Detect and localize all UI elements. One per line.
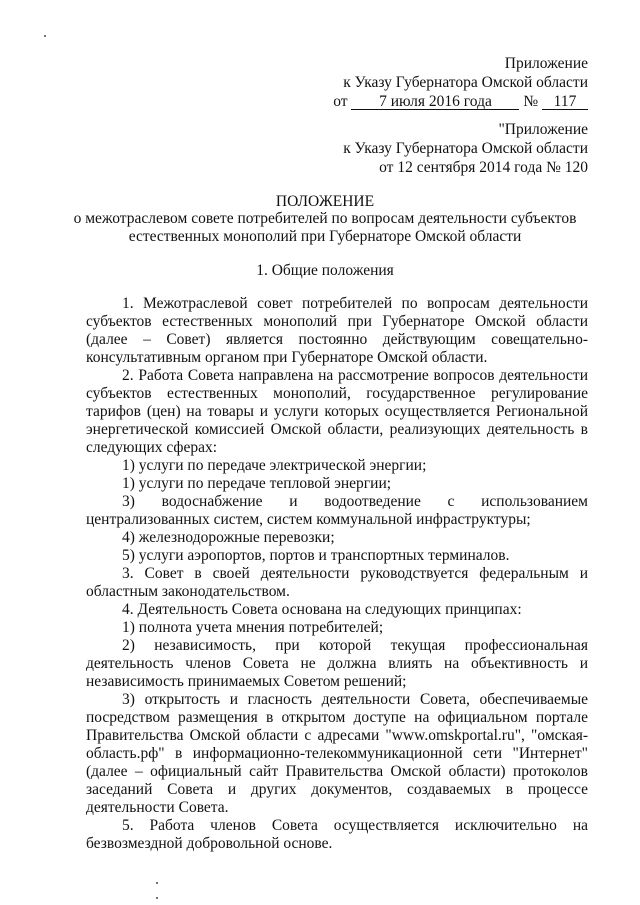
- paragraph: 1. Межотраслевой совет потребителей по вопросам деятельности субъектов естественных монополий при Губернаторе Омской области (далее – Совет) является постоянно действующим совещательно-консультативным органом при Губернаторе Омской области.: [86, 295, 588, 366]
- decree-number: 117: [542, 95, 588, 110]
- decree-date: 7 июля 2016 года: [351, 95, 519, 110]
- list-item: 5) услуги аэропортов, портов и транспортных терминалов.: [122, 547, 510, 564]
- prev-appendix-date: от 12 сентября 2014 года № 120: [379, 159, 588, 176]
- section-heading: 1. Общие положения: [256, 262, 394, 279]
- appendix-header: [333, 54, 588, 111]
- list-item: 1) услуги по передаче электрической энергии;: [122, 457, 427, 474]
- appendix-decree-ref: к Указу Губернатора Омской области: [343, 74, 588, 91]
- scan-speck: [156, 897, 158, 899]
- document-subtitle-line1: о межотраслевом совете потребителей по вопросам деятельности субъектов: [73, 210, 577, 227]
- list-item: 2) независимость, при которой текущая профессиональная деятельность членов Совета не должна влиять на объективность и независимость принимаемых Советом решений;: [86, 637, 588, 690]
- number-prefix: №: [523, 93, 539, 110]
- paragraph: 3. Совет в своей деятельности руководствуется федеральным и областным законодательством.: [86, 565, 588, 600]
- list-item: 4) железнодорожные перевозки;: [122, 529, 335, 546]
- paragraph: 5. Работа членов Совета осуществляется исключительно на безвозмездной добровольной основе.: [86, 817, 588, 852]
- paragraph: 4. Деятельность Совета основана на следующих принципах:: [122, 601, 522, 618]
- prev-appendix-decree-ref: к Указу Губернатора Омской области: [343, 140, 588, 157]
- scan-speck: [44, 35, 46, 37]
- paragraph: 2. Работа Совета направлена на рассмотрение вопросов деятельности субъектов естественных монополий, государственное регулирование тарифов (цен) на товары и услуги которых осуществляется Региональной энергетической комиссией Омской области, реализующих деятельность в следующих сферах:: [86, 367, 588, 456]
- document-title: ПОЛОЖЕНИЕ: [275, 193, 375, 210]
- document-body: [86, 295, 588, 853]
- prev-appendix-label: "Приложение: [498, 121, 588, 138]
- appendix-date-line: [333, 92, 588, 111]
- list-item: 3) водоснабжение и водоотведение с использованием централизованных систем, систем коммунальной инфраструктуры;: [86, 493, 588, 528]
- document-subtitle-line2: естественных монополий при Губернаторе Омской области: [128, 228, 522, 245]
- previous-appendix-header: [343, 120, 588, 177]
- list-item: 1) полнота учета мнения потребителей;: [122, 619, 384, 636]
- scan-speck: [156, 882, 158, 884]
- list-item: 3) открытость и гласность деятельности Совета, обеспечиваемые посредством размещения в открытом доступе на официальном портале Правительства Омской области с адресами "www.omskportal.ru", "омская-область.рф" в информационно-телекоммуникационной сети "Интернет" (далее – официальный сайт Правительства Омской области) протоколов заседаний Совета и других документов, создаваемых в процессе деятельности Совета.: [86, 691, 588, 816]
- date-prefix: от: [333, 93, 348, 110]
- appendix-label: Приложение: [504, 55, 588, 72]
- list-item: 1) услуги по передаче тепловой энергии;: [122, 475, 392, 492]
